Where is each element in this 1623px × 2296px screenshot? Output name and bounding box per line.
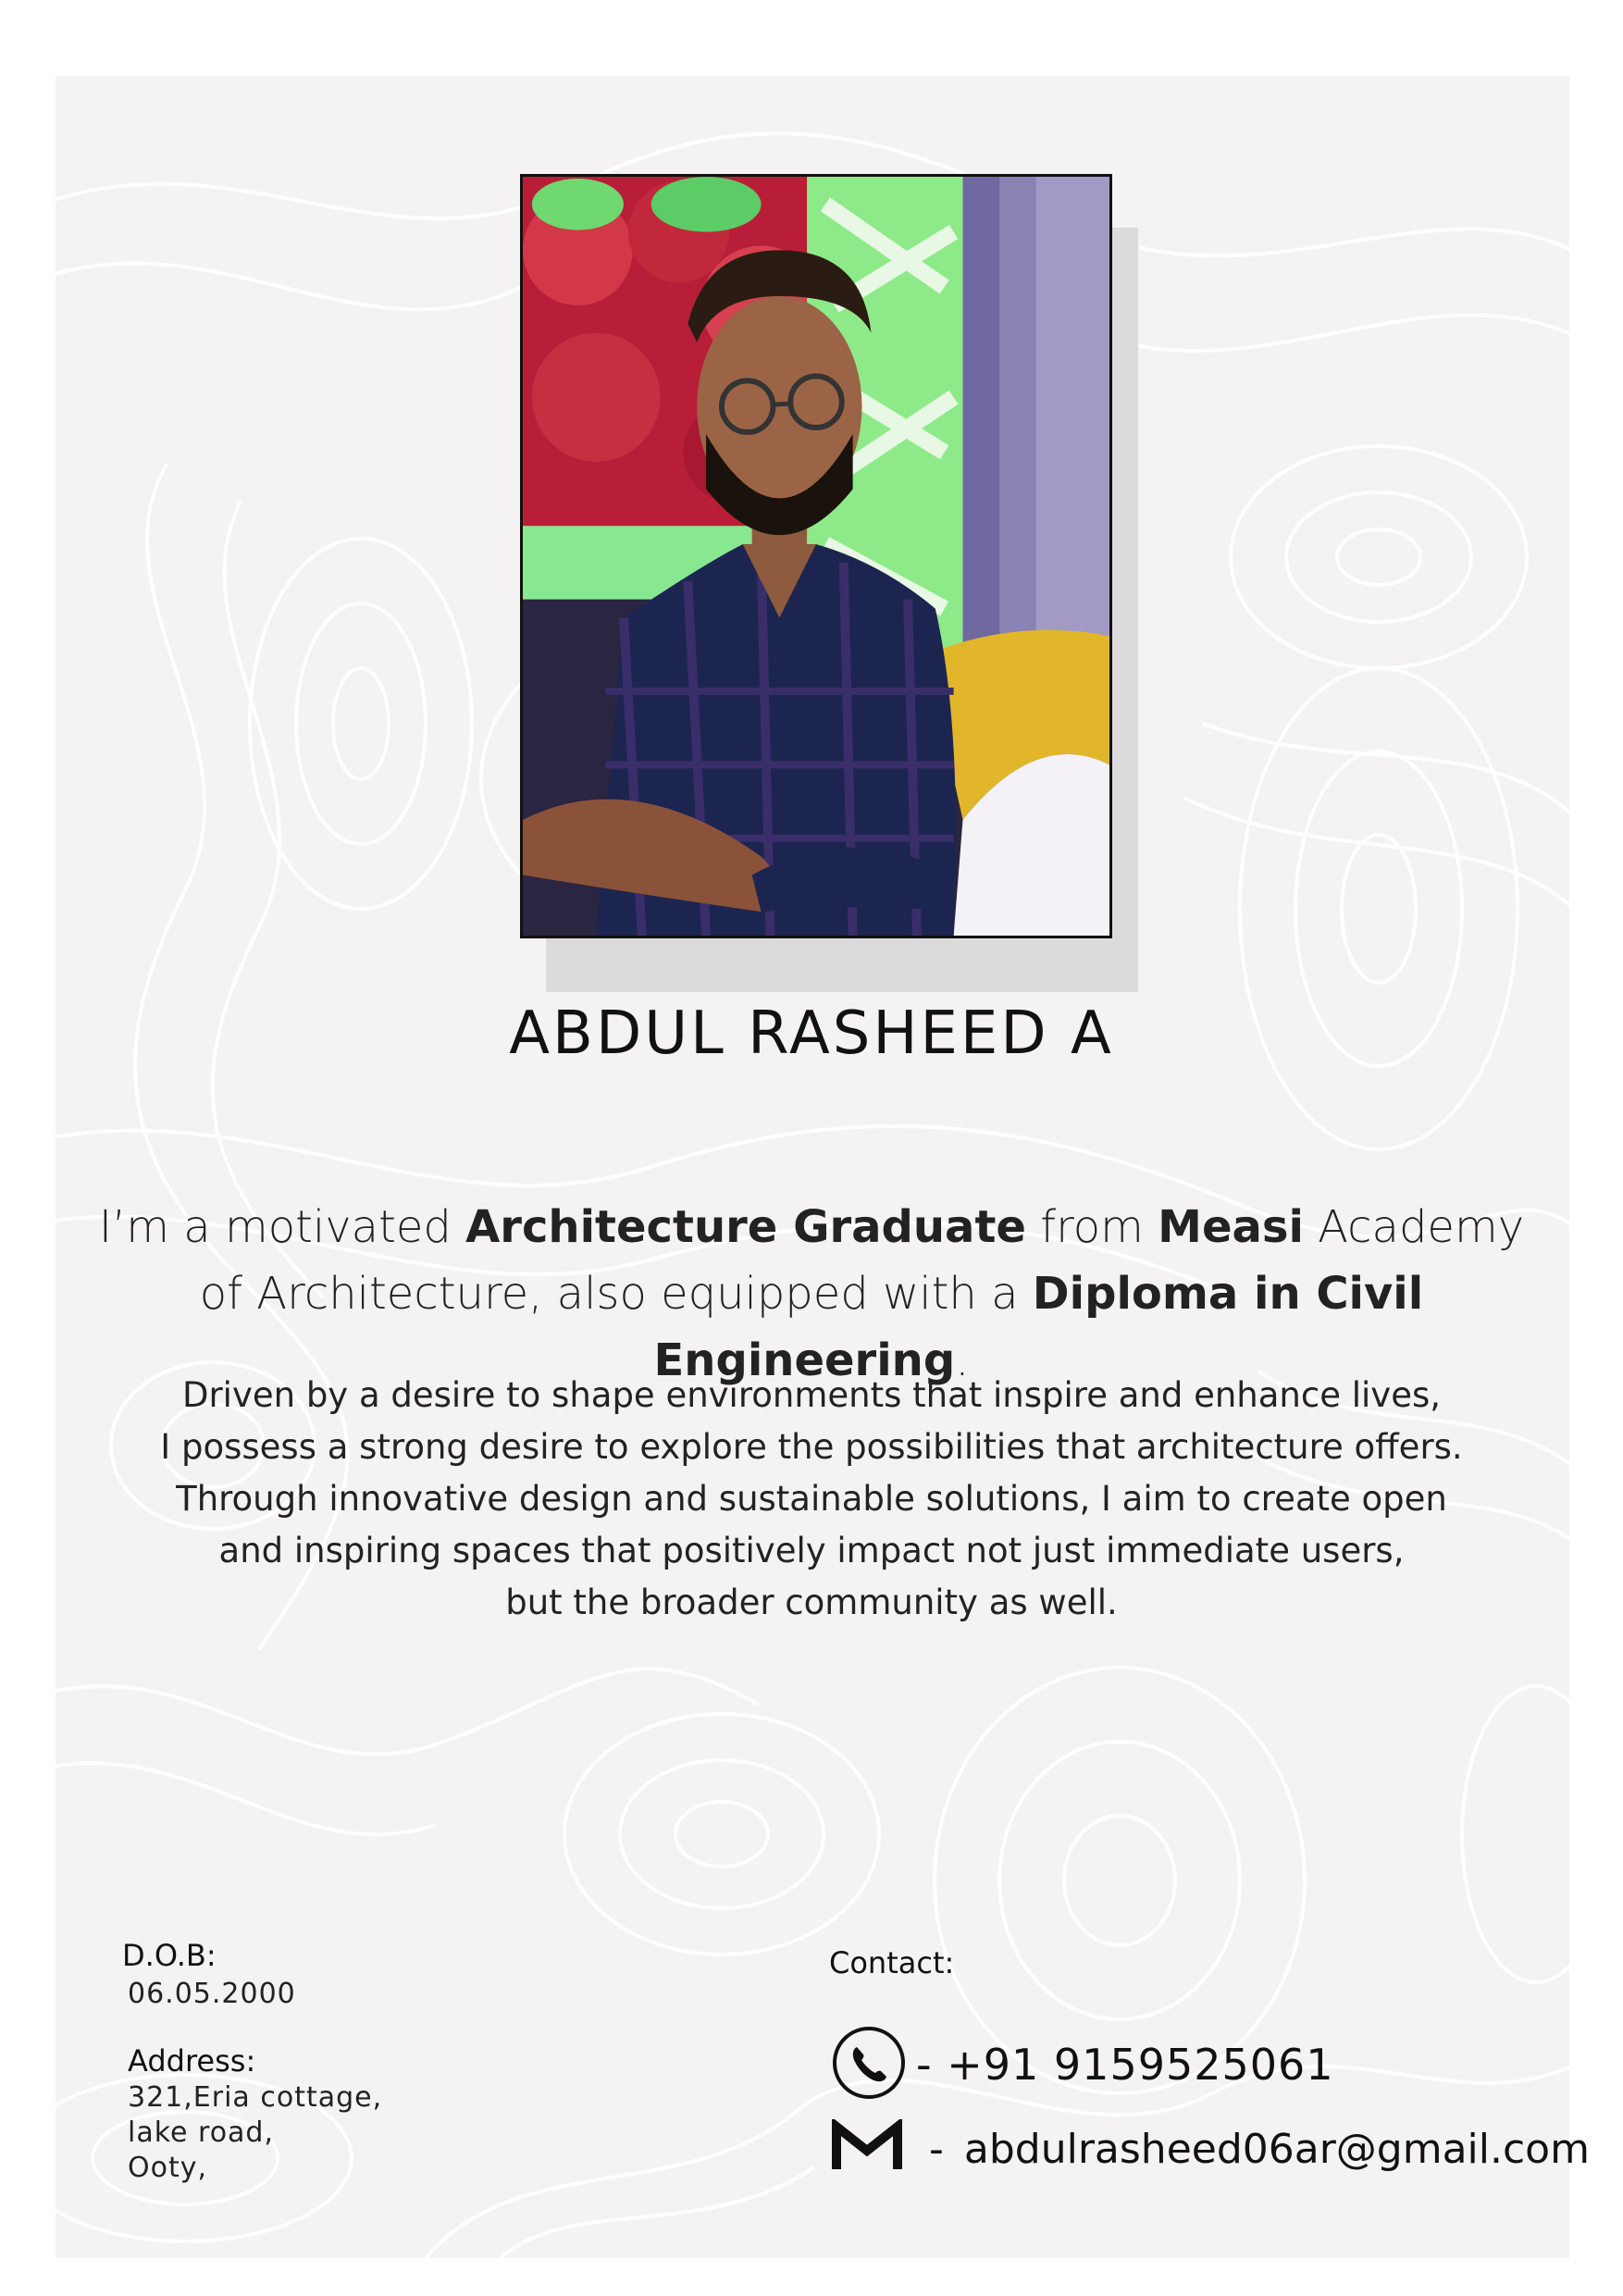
college-name-highlight: Measi xyxy=(1158,1201,1304,1253)
dob-label: D.O.B: xyxy=(122,1938,217,1973)
intro-text: I’m a motivated xyxy=(98,1201,466,1253)
address-line: 321,Eria cottage, xyxy=(128,2081,383,2114)
phone-number[interactable]: - +91 9159525061 xyxy=(916,2040,1334,2090)
email-address[interactable]: abdulrasheed06ar@gmail.com xyxy=(963,2125,1590,2173)
address-label: Address: xyxy=(128,2043,256,2079)
phone-icon xyxy=(831,2025,907,2104)
full-name: ABDUL RASHEED A xyxy=(509,999,1114,1068)
address-line: Ooty, xyxy=(128,2152,208,2184)
intro-text: Academy xyxy=(1303,1201,1525,1253)
intro-text: from xyxy=(1025,1201,1158,1253)
statement-line: but the broader community as well. xyxy=(505,1582,1118,1622)
degree-highlight: Architecture Graduate xyxy=(465,1201,1026,1253)
dob-value: 06.05.2000 xyxy=(128,1978,296,2010)
statement-line: and inspiring spaces that positively impact not just immediate users, xyxy=(218,1531,1405,1570)
personal-statement xyxy=(111,1370,1512,1629)
email-dash: - xyxy=(929,2125,944,2173)
phone-row xyxy=(831,2025,1334,2104)
intro-text: . xyxy=(955,1334,970,1386)
diploma-highlight: Diploma in Civil Engineering xyxy=(653,1268,1424,1386)
intro-statement xyxy=(93,1194,1530,1394)
statement-line: I possess a strong desire to explore the possibilities that architecture offers. xyxy=(160,1427,1463,1467)
intro-line-1 xyxy=(93,1194,1530,1260)
address-line: lake road, xyxy=(128,2116,275,2149)
gmail-icon xyxy=(831,2119,903,2178)
statement-line: Driven by a desire to shape environments that inspire and enhance lives, xyxy=(181,1375,1442,1415)
profile-photo xyxy=(520,174,1112,938)
address-block xyxy=(128,2080,382,2186)
email-row xyxy=(831,2119,1590,2178)
statement-line: Through innovative design and sustainable solutions, I aim to create open xyxy=(176,1479,1447,1519)
intro-text: of Architecture, also equipped with a xyxy=(199,1268,1033,1320)
contact-label: Contact: xyxy=(829,1945,955,1980)
